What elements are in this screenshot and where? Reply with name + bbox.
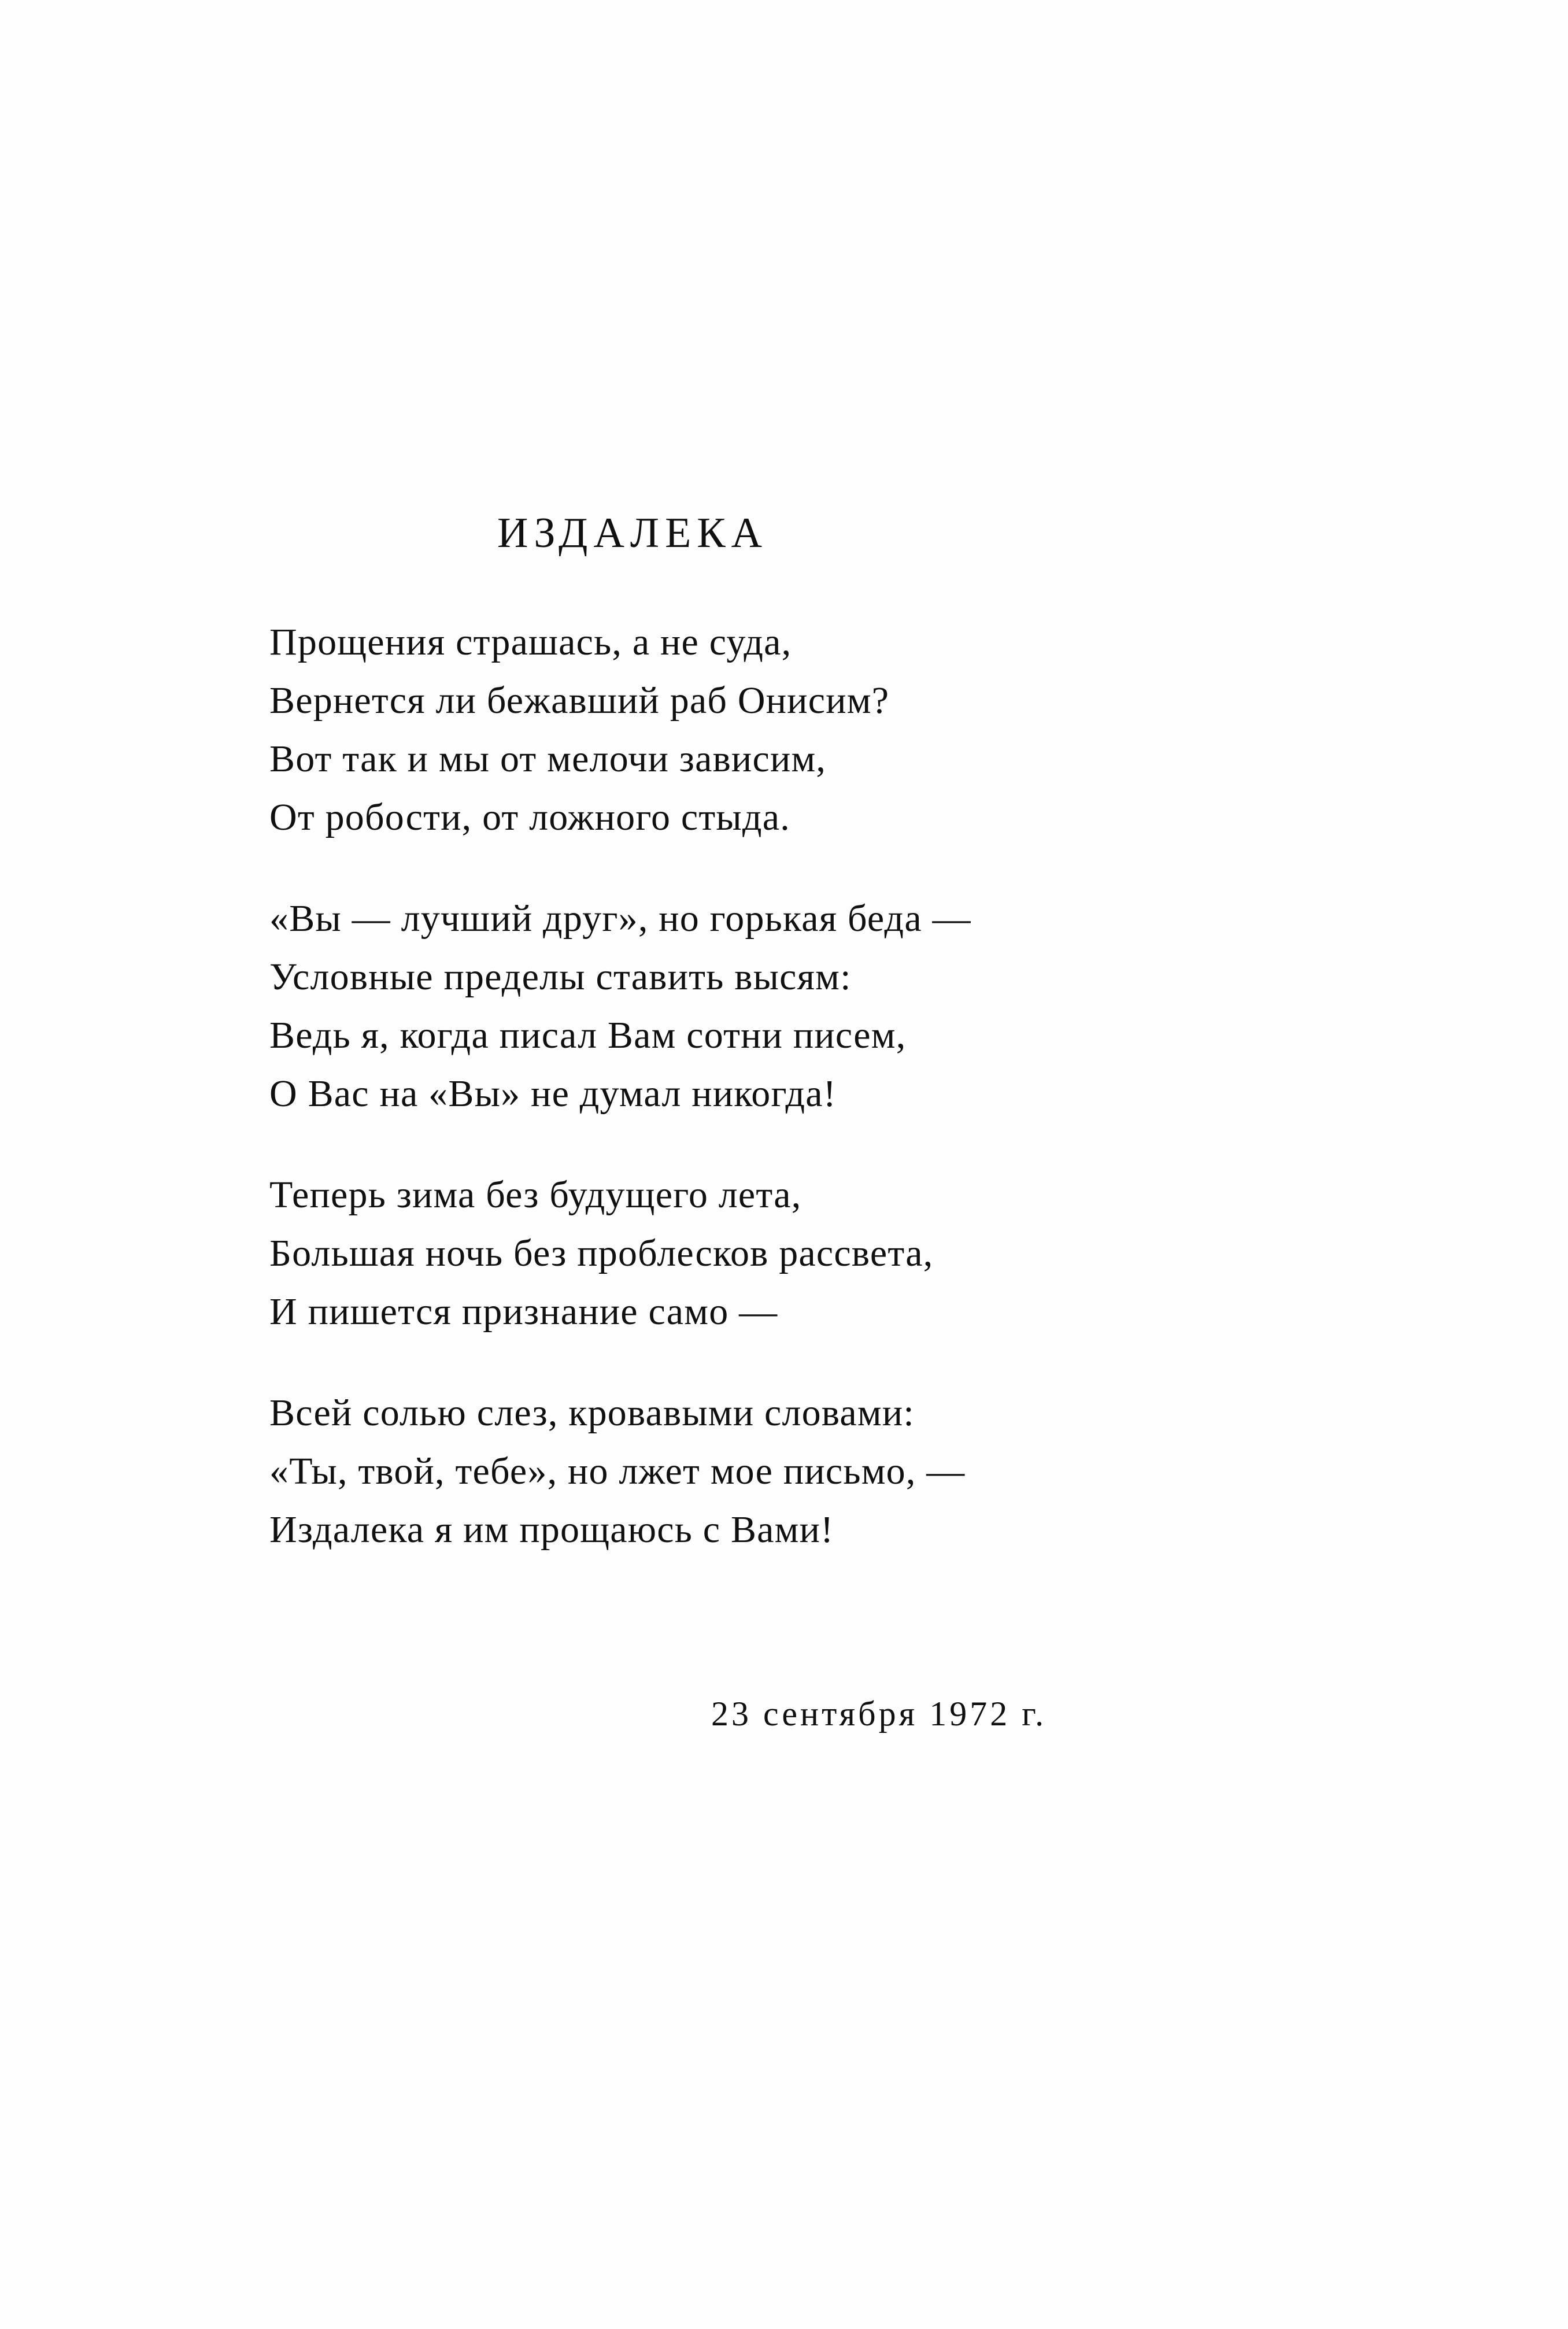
poem-title: ИЗДАЛЕКА	[497, 509, 768, 557]
poem-line: «Ты, твой, тебе», но лжет мое письмо, —	[269, 1450, 966, 1492]
poem-date: 23 сентября 1972 г.	[711, 1695, 1047, 1733]
poem-line: Вернется ли бежавший раб Онисим?	[269, 679, 890, 722]
poem-body	[269, 613, 1368, 1602]
poem-line: И пишется признание само —	[269, 1291, 778, 1333]
poem-line: Большая ночь без проблесков рассвета,	[269, 1232, 934, 1274]
stanza	[269, 613, 1368, 846]
poem-line: Издалека я им прощаюсь с Вами!	[269, 1509, 834, 1551]
stanza	[269, 1384, 1368, 1559]
poem-line: Прощения страшась, а не суда,	[269, 621, 792, 663]
poem-line: От робости, от ложного стыда.	[269, 796, 790, 838]
poem-line: Теперь зима без будущего лета,	[269, 1174, 802, 1216]
poem-line: Ведь я, когда писал Вам сотни писем,	[269, 1014, 907, 1056]
poem-line: О Вас на «Вы» не думал никогда!	[269, 1073, 837, 1115]
stanza	[269, 889, 1368, 1123]
poem-line: Всей солью слез, кровавыми словами:	[269, 1392, 915, 1434]
poem-line: Вот так и мы от мелочи зависим,	[269, 738, 827, 780]
stanza	[269, 1166, 1368, 1341]
poem-line: «Вы — лучший друг», но горькая беда —	[269, 897, 971, 940]
poem-line: Условные пределы ставить высям:	[269, 956, 852, 998]
